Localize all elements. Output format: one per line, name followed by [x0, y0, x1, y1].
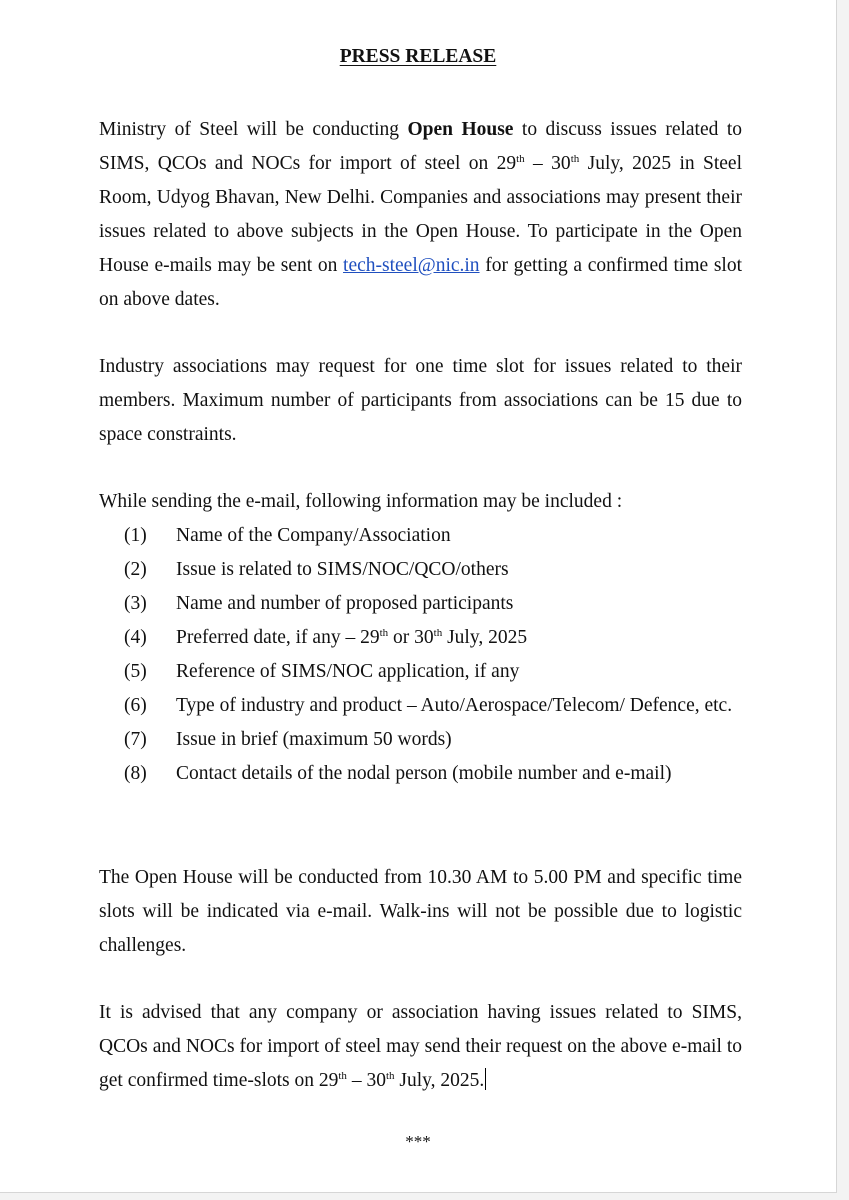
list-item: [99, 723, 742, 757]
text-span: to discuss issues related to SIMS, QCOs and NOCs for import of steel on 29: [99, 119, 742, 174]
list-item: [99, 587, 742, 621]
text-span: – 30: [346, 1070, 386, 1091]
list-number: (1): [124, 525, 147, 546]
end-marker: ***: [405, 1132, 431, 1151]
list-text: Name and number of proposed participants: [176, 593, 514, 614]
paragraph-email-info: While sending the e-mail, following information may be included :: [99, 491, 623, 512]
text-span: July, 2025 in Steel Room, Udyog Bhavan, New Delhi. Companies and associations may present their issues related to above subjects in the Open House. To participate in the Open House e-mails may be sent on: [99, 153, 743, 276]
paragraph-open-house: [99, 113, 742, 317]
info-list: [99, 519, 742, 791]
text-span: It is advised that any company or association having issues related to SIMS, QCOs and NOCs for import of steel may send their request on the above e-mail to get confirmed time-slots on 29: [99, 1002, 742, 1091]
list-number: (3): [124, 593, 147, 614]
page-title: PRESS RELEASE: [339, 46, 497, 67]
text-cursor: [485, 1068, 486, 1090]
superscript: th: [433, 627, 443, 639]
email-link[interactable]: tech-steel@nic.in: [343, 255, 480, 276]
bold-open-house: Open House: [407, 119, 514, 140]
list-text: Reference of SIMS/NOC application, if any: [176, 661, 520, 682]
list-item: [99, 757, 742, 791]
list-text: Name of the Company/Association: [176, 525, 451, 546]
list-text: Issue is related to SIMS/NOC/QCO/others: [176, 559, 509, 580]
list-text: Preferred date, if any – 29: [176, 627, 380, 648]
paragraph-associations: Industry associations may request for one time slot for issues related to their members. Maximum number of participants from associations can be 15 due to space constraints.: [99, 356, 742, 445]
text-span: for getting a confirmed time slot on above dates.: [99, 255, 742, 310]
list-number: (6): [124, 695, 147, 716]
list-number: (5): [124, 661, 147, 682]
list-item: [99, 519, 742, 553]
text-span: July, 2025.: [394, 1070, 485, 1091]
text-span: – 30: [524, 153, 571, 174]
list-number: (7): [124, 729, 147, 750]
list-text: Contact details of the nodal person (mobile number and e-mail): [176, 763, 672, 784]
list-item: [99, 689, 742, 723]
list-text: or 30: [388, 627, 434, 648]
superscript: th: [516, 153, 525, 165]
list-text: July, 2025: [442, 627, 528, 648]
paragraph-timings: The Open House will be conducted from 10.30 AM to 5.00 PM and specific time slots will be indicated via e-mail. Walk-ins will not be possible due to logistic challenges.: [99, 867, 742, 956]
superscript: th: [385, 1070, 395, 1082]
superscript: th: [338, 1070, 347, 1082]
list-item: [99, 621, 742, 655]
list-number: (8): [124, 763, 147, 784]
list-number: (4): [124, 627, 147, 648]
superscript: th: [379, 627, 389, 639]
list-item: [99, 553, 742, 587]
paragraph-advice: [99, 996, 742, 1098]
superscript: th: [570, 153, 580, 165]
list-text: Type of industry and product – Auto/Aerospace/Telecom/ Defence, etc.: [176, 695, 733, 716]
list-text: Issue in brief (maximum 50 words): [176, 729, 452, 750]
list-number: (2): [124, 559, 147, 580]
text-span: Ministry of Steel will be conducting: [99, 119, 408, 140]
list-item: [99, 655, 742, 689]
